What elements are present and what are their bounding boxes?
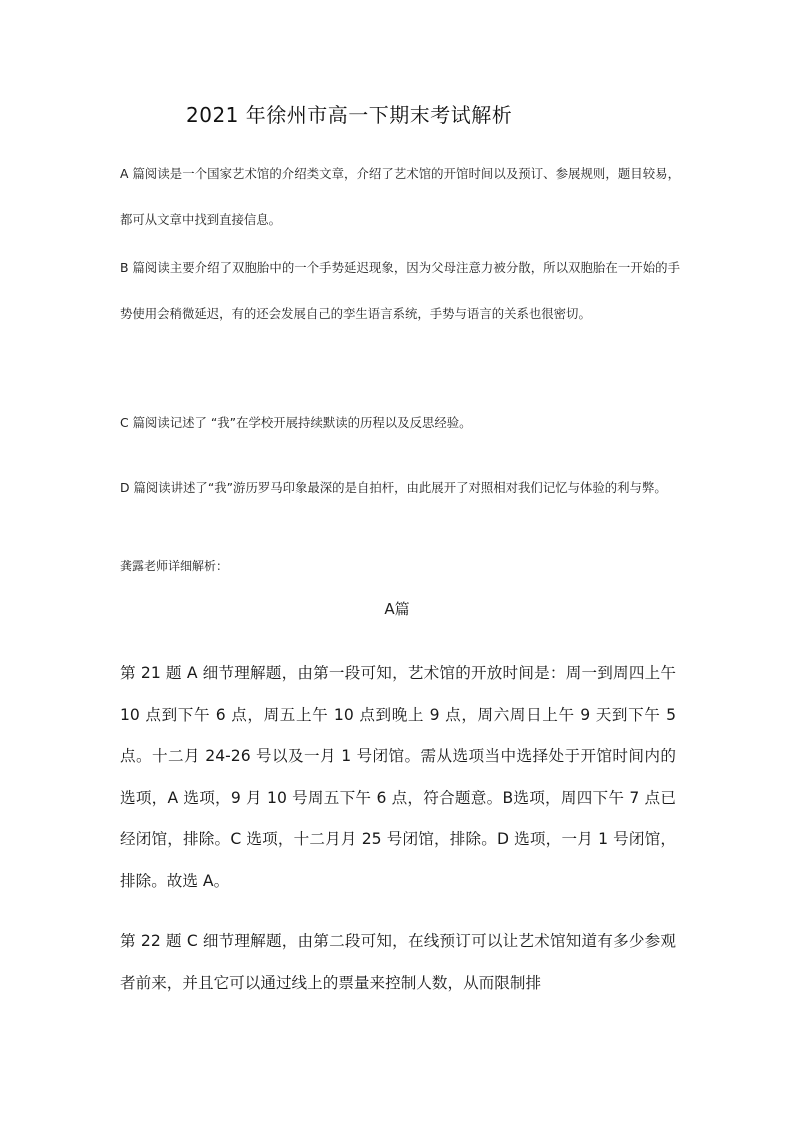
summary-passage-a: A 篇阅读是一个国家艺术馆的介绍类文章，介绍了艺术馆的开馆时间以及预订、参展规则，题目较易，都可从文章中找到直接信息。 (120, 166, 680, 227)
summary-passage-b: B 篇阅读主要介绍了双胞胎中的一个手势延迟现象，因为父母注意力被分散，所以双胞胎在一开始的手势使用会稍微延迟，有的还会发展自己的孪生语言系统，手势与语言的关系也很密切。 (120, 260, 680, 321)
teacher-analysis-heading: 龚露老师详细解析： (120, 559, 229, 573)
summary-passage-c: C 篇阅读记述了 “我”在学校开展持续默读的历程以及反思经验。 (120, 415, 472, 430)
document-title: 2021 年徐州市高一下期末考试解析 (186, 103, 513, 127)
question-22-analysis: 第 22 题 C 细节理解题，由第二段可知，在线预订可以让艺术馆知道有多少参观者前来，并且它可以通过线上的票量来控制人数，从而限制排 (120, 932, 676, 992)
question-21-analysis: 第 21 题 A 细节理解题，由第一段可知，艺术馆的开放时间是：周一到周四上午 10 点到下午 6 点，周五上午 10 点到晚上 9 点，周六周日上午 9 天到下午 5 点。十二月 24-26 号以及一月 1 号闭馆。需从选项当中选择处于开馆时间内的选项，A 选项，9 月 10 号周五下午 6 点，符合题意。B选项，周四下午 7 点已经闭馆，排除。C 选项，十二月月 25 号闭馆，排除。D 选项，一月 1 号闭馆，排除。故选 A。 (120, 664, 676, 890)
summary-passage-d: D 篇阅读讲述了“我”游历罗马印象最深的是自拍杆，由此展开了对照相对我们记忆与体验的利与弊。 (120, 480, 667, 495)
section-title-a: A篇 (384, 600, 410, 618)
